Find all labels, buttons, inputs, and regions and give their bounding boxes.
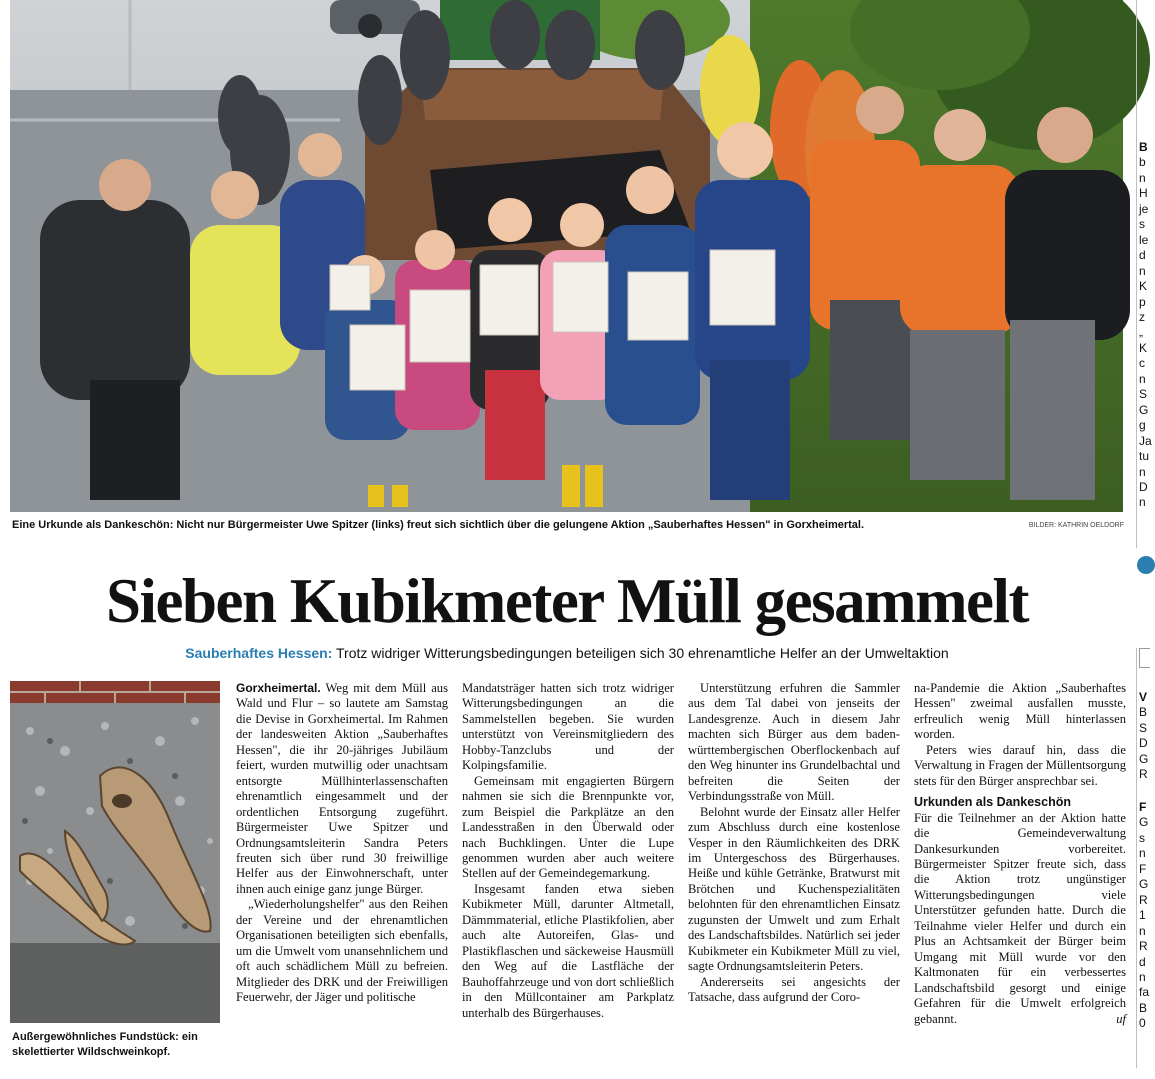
fragment-letter: d (1139, 248, 1146, 263)
photo-caption: Eine Urkunde als Dankeschön: Nicht nur Bürgermeister Uwe Spitzer (links) freut sich sichtlich über die gelungene Aktion „Sauberhaftes Hessen" in Gorxheimertal. (12, 519, 865, 531)
paragraph: Peters wies darauf hin, dass die Verwaltung in Fragen der Müllentsorgung stets für den Bürger ansprechbar sei. (914, 742, 1126, 788)
photo-credit: BILDER: KATHRIN OELDORF (1028, 522, 1124, 529)
fragment-letter: „ (1139, 325, 1143, 340)
fragment-letter: H (1139, 186, 1148, 201)
fragment-letter: c (1139, 356, 1145, 371)
fragment-letter: F (1139, 800, 1147, 814)
fragment-letter: 0 (1139, 1016, 1146, 1031)
author-signature: uf (1116, 1011, 1126, 1026)
paragraph: Mandatsträger hatten sich trotz widriger Witterungsbedingungen an die Sammelstellen begeben. Sie wurden unterstützt von Vereinsmitgliedern des Hobby-Tanzclubs und der Kolpingsfamilie. (462, 681, 674, 773)
fragment-letter: n (1139, 969, 1146, 984)
paragraph: Belohnt wurde der Einsatz aller Helfer zum Abschluss durch eine kostenlose Vesper in den Räumlichkeiten des DRK im Untergeschoss des Bürgerhauses. Heiße und kühle Getränke, Bratwurst mit Brötchen und Kuchenspezialitäten belohnten für den ehrenamtlichen Einsatz zugunsten der Umwelt und zum Erhalt des Landschaftsbildes. Natürlich sei jeder Kubikmeter ein Kubikmeter Müll zu viel, sagte Ordnungsamtsleiterin Peters. (688, 804, 900, 974)
paragraph: „Wiederholungshelfer" aus den Reihen der Vereine und der ehrenamtlichen Organisationen beteiligten sich ebenfalls, um die Umwelt vom unansehnlichem und oft auch schädlichem Müll zu befreien. Mitglieder des DRK und der Freiwilligen Feuerwehr, der Jäger und politische (236, 897, 448, 1005)
fragment-letter: g (1139, 418, 1146, 433)
fragment-letter: K (1139, 279, 1148, 294)
article-column-2 (462, 681, 674, 1021)
neighbor-article-fragment (1139, 800, 1149, 1032)
fragment-letter: n (1139, 923, 1146, 938)
neighbor-article-fragment (1139, 690, 1149, 783)
fragment-letter: b (1139, 155, 1146, 170)
fragment-letter: je (1139, 201, 1149, 216)
side-photo-caption: Außergewöhnliches Fundstück: ein skelettierter Wildschweinkopf. (12, 1031, 198, 1058)
fragment-letter: S (1139, 720, 1148, 735)
fragment-letter: fa (1139, 985, 1150, 1000)
fragment-letter: n (1139, 263, 1146, 278)
column-divider (1136, 648, 1137, 1068)
fragment-letter: 1 (1139, 908, 1146, 923)
paragraph: Andererseits sei angesichts der Tatsache, dass aufgrund der Coro- (688, 974, 900, 1005)
paragraph: na-Pandemie die Aktion „Sauberhaftes Hessen" zweimal ausfallen musste, erfreulich wenig Müll hinterlassen worden. (914, 681, 1126, 742)
paragraph: Gemeinsam mit engagierten Bürgern nahmen sie sich die Brennpunkte vor, zum Beispiel die Parkplätze an den Landesstraßen in den Überwald oder nach Buchklingen. Unter die Lupe genommen wurden aber auch weitere Stellen auf der Gemeindegemarkung. (462, 773, 674, 881)
fragment-letter: R (1139, 939, 1148, 954)
fragment-letter: n (1139, 846, 1146, 861)
fragment-letter: tu (1139, 449, 1150, 464)
fragment-letter: G (1139, 815, 1149, 830)
section-heading: Urkunden als Dankeschön (914, 795, 1071, 810)
fragment-letter: s (1139, 830, 1145, 845)
fragment-letter: G (1139, 877, 1149, 892)
fragment-letter: S (1139, 387, 1148, 402)
paragraph: Unterstützung erfuhren die Sammler aus dem Tal dabei von jenseits der Landesgrenze. Auch in diesem Jahr machten sich Bürger aus dem baden-württembergischen Oberflockenbach auf den Weg hinunter ins Grundelbachtal und befreiten die Seiten der Verbindungsstraße von Müll. (688, 681, 900, 804)
fragment-letter: B (1139, 1000, 1148, 1015)
paragraph: Für die Teilnehmer an der Aktion hatte die Gemeindeverwaltung Dankesurkunden vorbereitet. Bürgermeister Spitzer freute sich, dass die Aktion trotz ungünstiger Witterungsbedingungen viele Unterstützer gefunden hatte. Durch die Teilnahme vieler Helfer und durch ein Plus an Achtsamkeit der Bürger beim Umgang mit Müll wurde vor den Kaltmonaten für ein verbessertes Landschaftsbild gesorgt und einige Gefahren für die Umwelt erfolgreich gebannt. uf (914, 810, 1126, 1026)
fragment-letter: n (1139, 371, 1146, 386)
fragment-letter: p (1139, 294, 1146, 309)
fragment-letter: R (1139, 767, 1148, 782)
fragment-letter: V (1139, 690, 1148, 704)
fragment-letter: z (1139, 309, 1145, 324)
fragment-letter: n (1139, 464, 1146, 479)
fragment-letter: s (1139, 217, 1145, 232)
fragment-letter: D (1139, 479, 1148, 494)
fragment-letter: F (1139, 861, 1147, 876)
article-column-1 (236, 681, 448, 1006)
column-divider (1136, 0, 1137, 548)
fragment-letter: Ja (1139, 433, 1152, 448)
fragment-letter: n (1139, 495, 1146, 510)
fragment-letter: le (1139, 232, 1149, 247)
article-column-4 (914, 681, 1126, 1027)
fragment-letter: D (1139, 736, 1148, 751)
subheadline (0, 645, 1134, 661)
fragment-letter: K (1139, 340, 1148, 355)
fragment-letter: n (1139, 170, 1146, 185)
fragment-letter: B (1139, 140, 1148, 154)
article-column-3 (688, 681, 900, 1006)
fragment-letter: d (1139, 954, 1146, 969)
fragment-letter: G (1139, 402, 1149, 417)
neighbor-article-fragment (1139, 140, 1152, 511)
paragraph: Gorxheimertal. Weg mit dem Müll aus Wald und Flur – so lautete am Samstag die Devise in Gorxheimertal. Im Rahmen der landesweiten Aktion „Sauberhaftes Hessen", die ihr 20-jähriges Jubiläum feiert, wurden mutwillig oder unachtsam entsorgte Müllhinterlassenschaften ehrenamtlich eingesammelt und der ordentlichen Entsorgung zugeführt. Bürgermeister Uwe Spitzer und Ordnungsamtsleiterin Sandra Peters freuten sich über rund 30 freiwillige Helfer aus der Einwohnerschaft, unter ihnen auch einige ganz junge Bürger. (236, 681, 448, 896)
group-photo (10, 0, 1123, 512)
subhead-kicker: Sauberhaftes Hessen: (185, 645, 333, 661)
fragment-letter: G (1139, 751, 1149, 766)
fragment-letter: R (1139, 892, 1148, 907)
boar-skull-photo (10, 681, 220, 1023)
blue-badge-icon (1137, 556, 1155, 574)
paragraph: Insgesamt fanden etwa sieben Kubikmeter Müll, darunter Altmetall, Dämmmaterial, etliche Plastikfolien, aber auch alte Autoreifen, Glas- und Plastikflaschen und säckeweise Hausmüll den Weg auf die Lastfläche der Bauhoffahrzeuge und von dort schließlich in den Müllcontainer am Parkplatz unterhalb des Bürgerhauses. (462, 881, 674, 1020)
headline: Sieben Kubikmeter Müll gesammelt (105, 566, 1028, 636)
info-box-edge (1139, 648, 1150, 668)
dateline: Gorxheimertal. (236, 681, 321, 695)
fragment-letter: B (1139, 705, 1148, 720)
subhead-text: Trotz widriger Witterungsbedingungen beteiligen sich 30 ehrenamtliche Helfer an der Umweltaktion (332, 645, 949, 661)
